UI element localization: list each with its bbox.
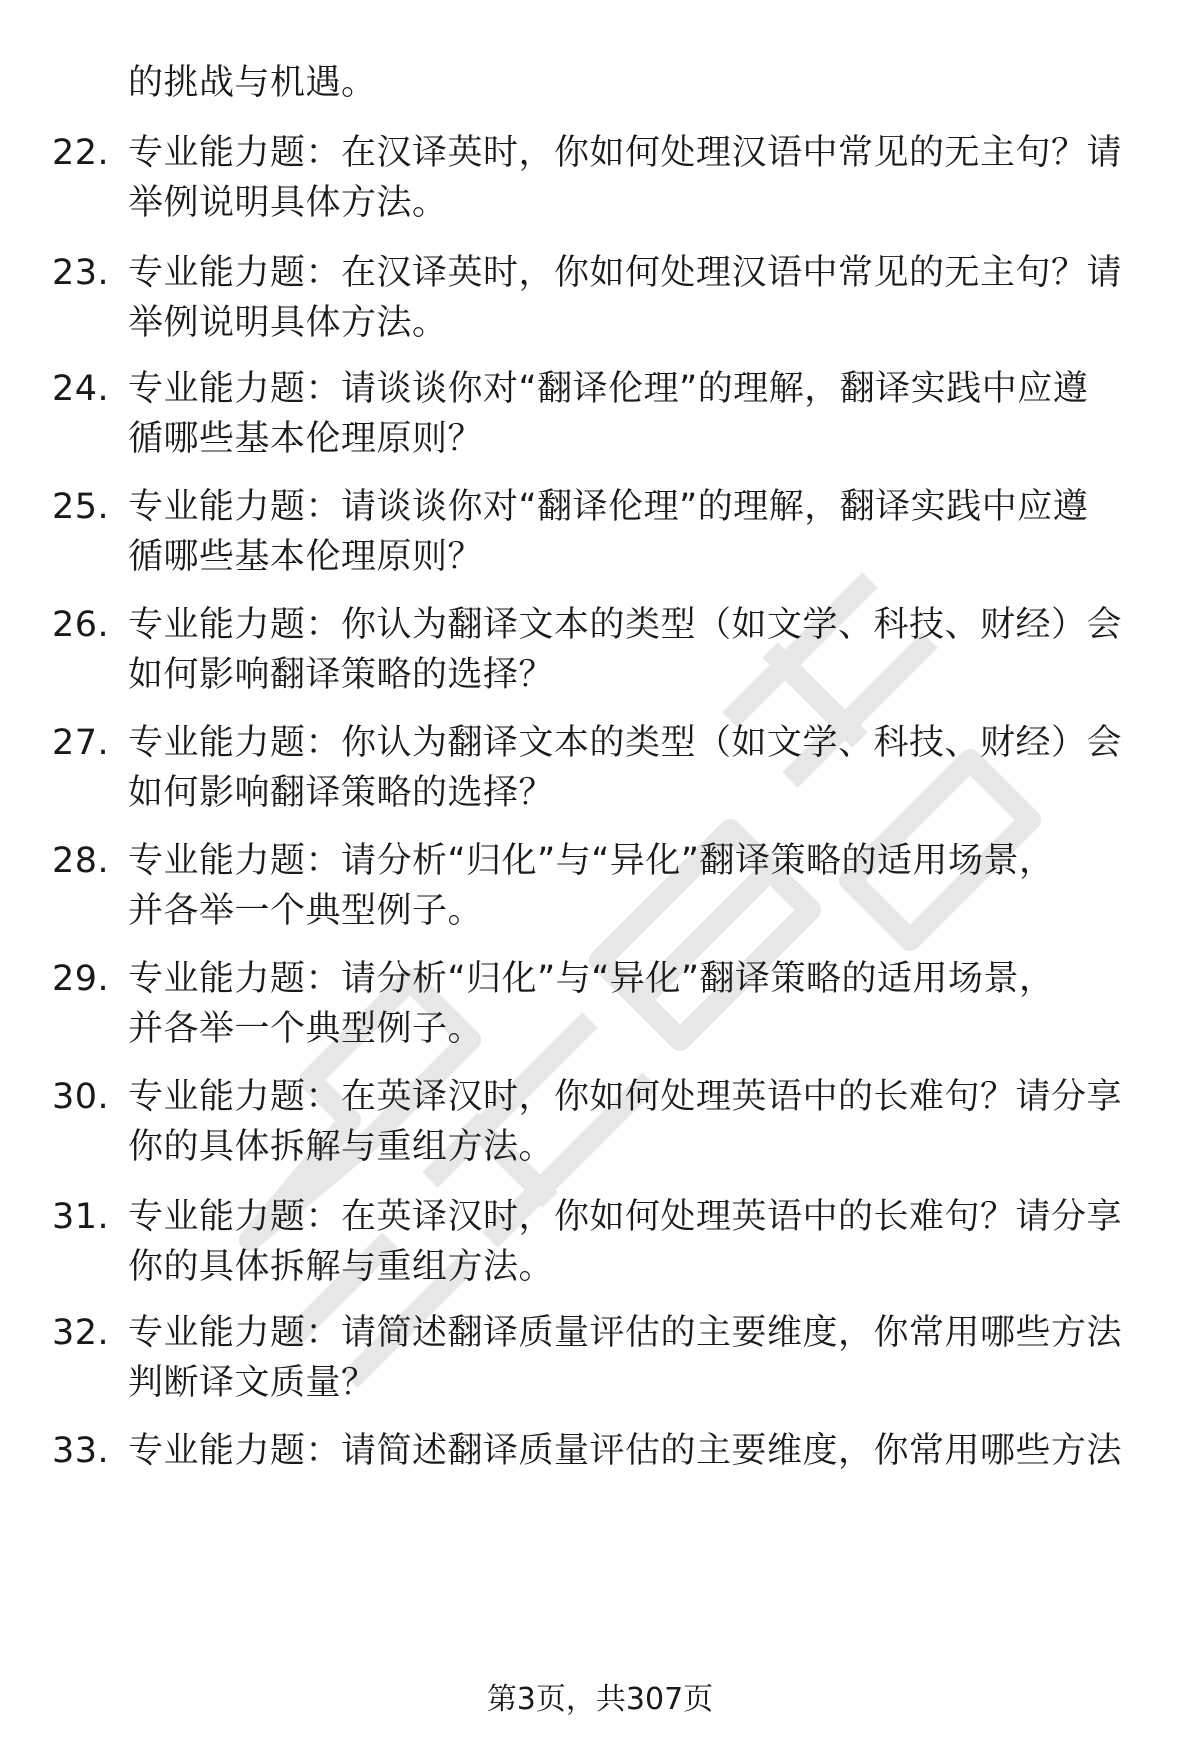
item-text: 专业能力题：请谈谈你对“翻译伦理”的理解，翻译实践中应遵 循哪些基本伦理原则？ [128,369,1089,459]
item-number: 27. [52,723,110,763]
item-number: 26. [52,605,110,645]
item-text: 专业能力题：在汉译英时，你如何处理汉语中常见的无主句？请 举例说明具体方法。 [128,253,1123,343]
item-text: 专业能力题：在英译汉时，你如何处理英语中的长难句？请分享 你的具体拆解与重组方法。 [128,1197,1123,1287]
item-number: 25. [52,487,110,527]
item-text: 专业能力题：请分析“归化”与“异化”翻译策略的适用场景， 并各举一个典型例子。 [128,959,1055,1049]
item-number: 32. [52,1313,110,1353]
page-indicator: 第3页，共307页 [486,1682,714,1717]
item-number: 22. [52,133,110,173]
item-text: 专业能力题：请简述翻译质量评估的主要维度，你常用哪些方法 判断译文质量？ [128,1313,1123,1403]
item-number: 28. [52,841,110,881]
item-number: 23. [52,253,110,293]
item-text: 专业能力题：请谈谈你对“翻译伦理”的理解，翻译实践中应遵 循哪些基本伦理原则？ [128,487,1089,577]
continued-text: 的挑战与机遇。 [128,63,377,103]
item-text: 专业能力题：你认为翻译文本的类型（如文学、科技、财经）会 如何影响翻译策略的选择？ [128,605,1123,695]
item-number: 31. [52,1197,110,1237]
item-text: 专业能力题：在汉译英时，你如何处理汉语中常见的无主句？请 举例说明具体方法。 [128,133,1123,223]
item-text: 专业能力题：你认为翻译文本的类型（如文学、科技、财经）会 如何影响翻译策略的选择？ [128,723,1123,813]
item-number: 30. [52,1077,110,1117]
item-number: 29. [52,959,110,999]
item-text: 专业能力题：请简述翻译质量评估的主要维度，你常用哪些方法 [128,1431,1123,1471]
item-text: 专业能力题：请分析“归化”与“异化”翻译策略的适用场景， 并各举一个典型例子。 [128,841,1055,931]
item-text: 专业能力题：在英译汉时，你如何处理英语中的长难句？请分享 你的具体拆解与重组方法。 [128,1077,1123,1167]
item-number: 24. [52,369,110,409]
item-number: 33. [52,1431,110,1471]
